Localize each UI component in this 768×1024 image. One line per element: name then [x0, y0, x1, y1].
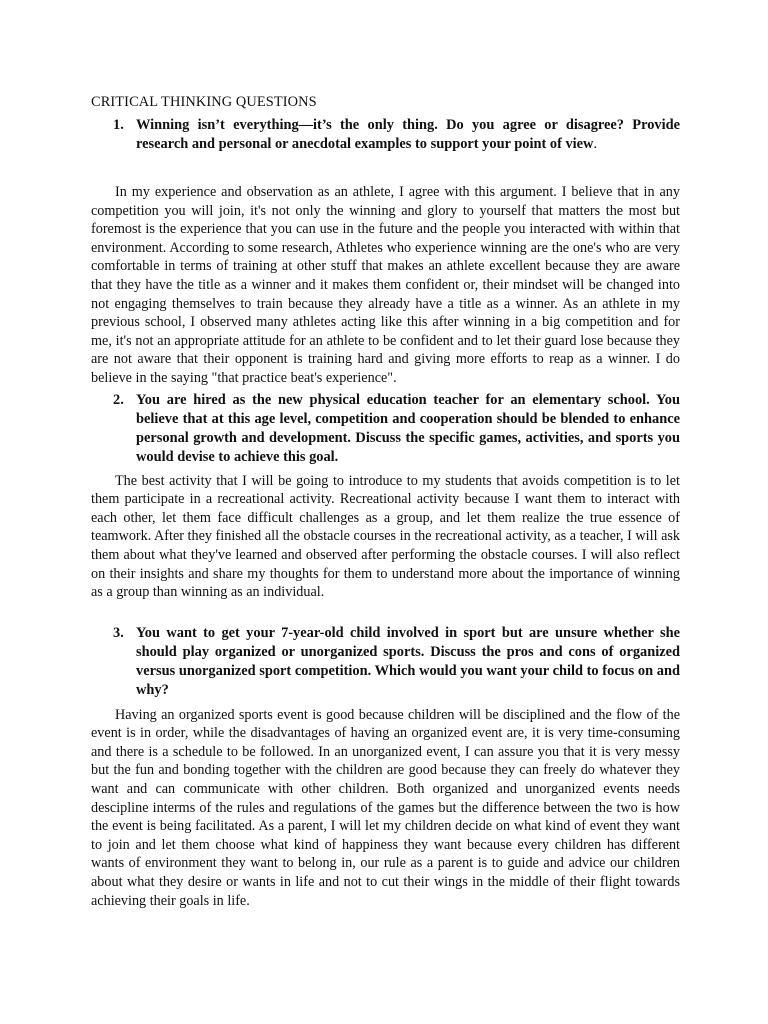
- answer-3: Having an organized sports event is good because children will be disciplined and the flow of the event is in order, while the disadvantages of having an organized event are, it is very time-consuming and there is a schedule to be followed. In an unorganized event, I can assure you that it is very messy but the fun and bonding together with the children are good because they can freely do whatever they want and can communicate with other children. Both organized and unorganized events needs descipline interms of the rules and regulations of the games but the difference between the two is how the event is being facilitated. As a parent, I will let my children decide on what kind of event they want to join and let them choose what kind of happiness they want because every children has different wants of environment they want to belong in, our rule as a parent is to guide and advice our children about what they desire or wants in life and not to cut their wings in the middle of their flight towards achieving their goals in life.: [91, 706, 680, 909]
- answer-2: The best activity that I will be going to introduce to my students that avoids competition is to let them participate in a recreational activity. Recreational activity because I want them to interact with each other, let them face difficult challenges as a group, and let them realize the true essence of teamwork. After they finished all the obstacle courses in the recreational activity, as a teacher, I will ask them about what they've learned and observed after performing the obstacle courses. I will also reflect on their insights and share my thoughts for them to understand more about the importance of winning as a group than winning as an individual.: [91, 472, 680, 601]
- question-1-number: 1.: [113, 117, 124, 133]
- document-title: CRITICAL THINKING QUESTIONS: [91, 94, 317, 110]
- question-2: [91, 391, 680, 467]
- answer-1: In my experience and observation as an athlete, I agree with this argument. I believe that in any competition you will join, it's not only the winning and glory to yourself that matters the most but foremost is the experience that you can use in the future and the people you interacted with within that environment. According to some research, Athletes who experience winning are the one's who are very comfortable in terms of training at other stuff that makes an athlete excellent because they are aware that they have the title as a winner and it makes them confident or, their mindset will be changed into not engaging themselves to train because they already have a title as a winner. As an athlete in my previous school, I observed many athletes acting like this after winning in a big competition and for me, it's not an appropriate attitude for an athlete to be confident and to let their guard lose because they are not aware that their opponent is training hard and giving more efforts to reap as a winner. I do believe in the saying "that practice beat's experience".: [91, 184, 680, 386]
- question-3-prompt: You want to get your 7-year-old child involved in sport but are unsure whether she should play organized or unorganized sports. Discuss the pros and cons of organized versus unorganized sport competition. Which would you want your child to focus on and why?: [136, 624, 680, 698]
- question-2-prompt: You are hired as the new physical education teacher for an elementary school. You believe that at this age level, competition and cooperation should be blended to enhance personal growth and development. Discuss the specific games, activities, and sports you would devise to achieve this goal.: [136, 391, 680, 465]
- question-3: [91, 624, 680, 700]
- question-1-trailing: .: [593, 136, 598, 152]
- question-2-number: 2.: [113, 391, 124, 408]
- question-3-number: 3.: [113, 624, 124, 641]
- question-1-text: [136, 116, 680, 154]
- question-2-text: [136, 391, 680, 467]
- question-3-text: [136, 624, 680, 700]
- question-1: [91, 116, 680, 154]
- question-1-prompt: Winning isn’t everything—it’s the only thing. Do you agree or disagree? Provide research and personal or anecdotal examples to support your point of view: [136, 117, 680, 152]
